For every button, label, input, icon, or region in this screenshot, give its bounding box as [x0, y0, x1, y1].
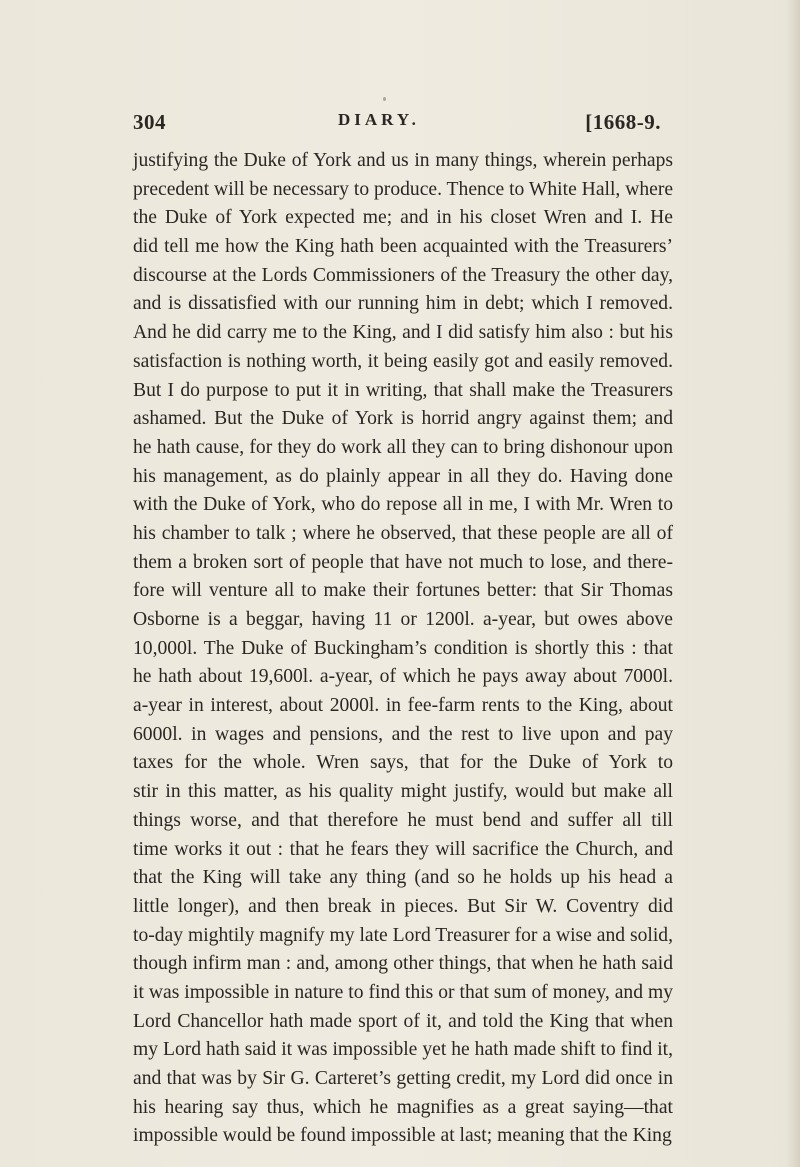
text-line: fore will venture all to make their fortunes better: that Sir Thomas — [133, 580, 673, 602]
text-line: discourse at the Lords Commissioners of the Treasury the other day, — [133, 264, 673, 286]
text-line: he hath about 19,600l. a-year, of which he pays away about 7000l. — [133, 666, 673, 688]
text-line: to-day mightily magnify my late Lord Treasurer for a wise and solid, — [133, 924, 673, 946]
text-line: did tell me how the King hath been acquainted with the Treasurers’ — [133, 236, 673, 258]
body-text — [133, 147, 673, 1151]
text-line: the Duke of York expected me; and in his closet Wren and I. He — [133, 207, 673, 229]
text-line: little longer), and then break in pieces. But Sir W. Coventry did — [133, 895, 673, 917]
print-speck — [383, 97, 386, 101]
text-line: time works it out : that he fears they will sacrifice the Church, and — [133, 838, 673, 860]
text-line: he hath cause, for they do work all they can to bring dishonour upon — [133, 436, 673, 458]
page-edge-shadow — [786, 0, 800, 1167]
text-line: taxes for the whole. Wren says, that for the Duke of York to — [133, 752, 673, 774]
text-line: and is dissatisfied with our running him in debt; which I removed. — [133, 293, 673, 315]
text-line: a-year in interest, about 2000l. in fee-farm rents to the King, about — [133, 695, 673, 717]
text-line: 10,000l. The Duke of Buckingham’s condition is shortly this : that — [133, 637, 673, 659]
text-line: precedent will be necessary to produce. Thence to White Hall, where — [133, 178, 674, 200]
text-line: his chamber to talk ; where he observed, that these people are all of — [133, 522, 673, 544]
text-line: them a broken sort of people that have not much to lose, and there- — [133, 551, 673, 573]
date-range: [1668-9. — [585, 110, 661, 134]
text-line: ashamed. But the Duke of York is horrid angry against them; and — [133, 408, 673, 430]
text-line: impossible would be found impossible at last; meaning that the King — [133, 1125, 672, 1147]
text-line: But I do purpose to put it in writing, that shall make the Treasurers — [133, 379, 673, 401]
text-line: Osborne is a beggar, having 11 or 1200l. a-year, but owes above — [133, 609, 673, 630]
text-line: his hearing say thus, which he magnifies as a great saying—that — [133, 1096, 673, 1118]
text-line: Lord Chancellor hath made sport of it, and told the King that when — [133, 1010, 673, 1032]
text-line: satisfaction is nothing worth, it being easily got and easily removed. — [133, 350, 673, 372]
text-line: my Lord hath said it was impossible yet he hath made shift to find it, — [133, 1039, 673, 1061]
text-line: 6000l. in wages and pensions, and the rest to live upon and pay — [133, 723, 673, 745]
text-line: with the Duke of York, who do repose all in me, I with Mr. Wren to — [133, 494, 673, 516]
text-line: justifying the Duke of York and us in many things, wherein perhaps — [133, 150, 673, 171]
running-head: DIARY. — [338, 110, 420, 129]
page-number: 304 — [133, 110, 166, 134]
text-line: though infirm man : and, among other things, that when he hath said — [133, 953, 673, 975]
text-line: stir in this matter, as his quality might justify, would but make all — [133, 781, 673, 803]
text-line: his management, as do plainly appear in all they do. Having done — [133, 465, 673, 487]
page-header — [133, 110, 661, 140]
text-line: and that was by Sir G. Carteret’s getting credit, my Lord did once in — [133, 1068, 673, 1089]
text-line: And he did carry me to the King, and I did satisfy him also : but his — [133, 322, 673, 344]
text-line: things worse, and that therefore he must bend and suffer all till — [133, 809, 673, 831]
text-line: it was impossible in nature to find this or that sum of money, and my — [133, 981, 673, 1003]
text-line: that the King will take any thing (and so he holds up his head a — [133, 867, 673, 889]
